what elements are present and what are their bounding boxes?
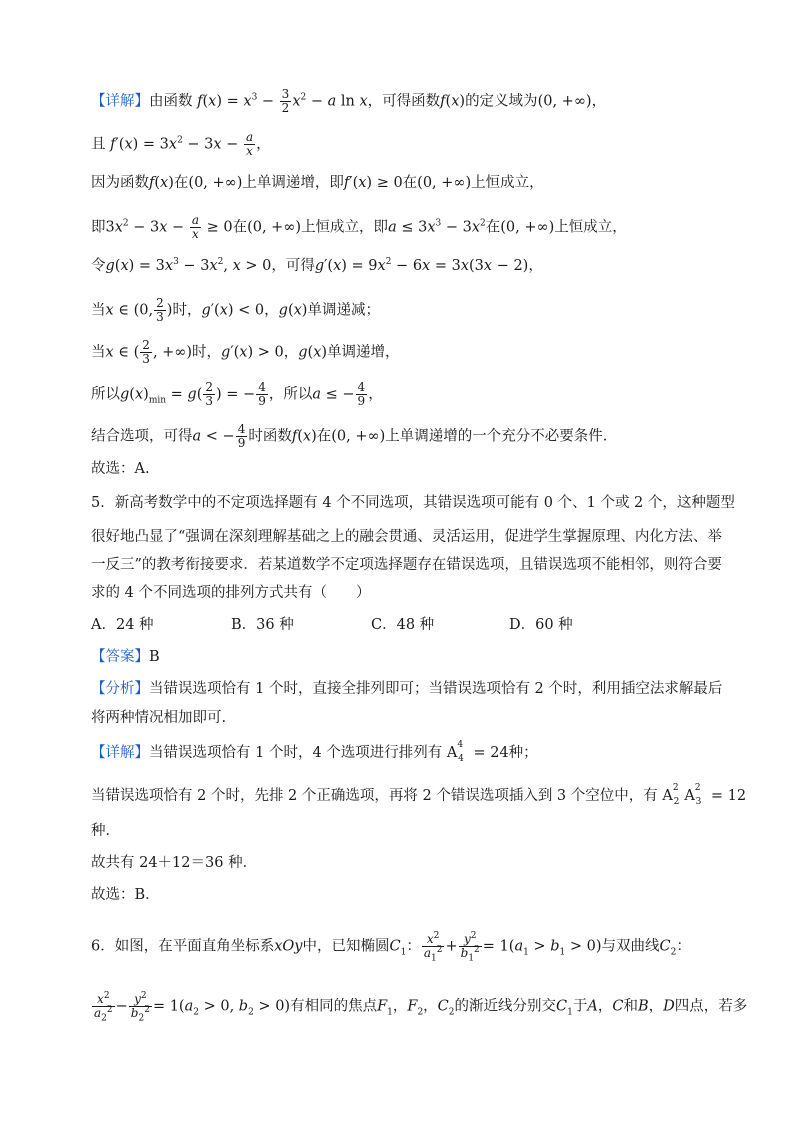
q5-stem-line-3: 一反三”的教考衔接要求．若某道数学不定项选择题存在错误选项，且错误选项不能相邻，则符合要 <box>91 557 722 573</box>
fraction: $\frac{4}{9}$ <box>357 380 366 408</box>
fraction: $\frac{y^2}{b_2^2}$ <box>130 991 150 1024</box>
fraction: $\frac{2}{3}$ <box>205 380 214 408</box>
fraction: $\frac{4}{9}$ <box>237 422 246 450</box>
q5-option-d: D．60 种 <box>509 617 573 633</box>
q5-option-b: B．36 种 <box>231 617 294 633</box>
q5-analysis-line-1: 【分析】当错误选项恰有 1 个时，直接全排列即可；当错误选项恰有 2 个时，利用插空法求解最后 <box>91 681 723 697</box>
detail-tag: 【详解】 <box>91 745 149 761</box>
fraction: $\frac{y^2}{b_1^2}$ <box>460 931 480 964</box>
analysis-tag: 【分析】 <box>91 681 149 697</box>
fraction: $\frac{a}{x}$ <box>245 130 254 158</box>
fraction: $\frac{a}{x}$ <box>191 213 199 241</box>
q5-stem-line-2: 很好地凸显了“强调在深刻理解基础之上的融会贯通、灵活运用，促进学生掌握原理、内化方法、举 <box>91 529 722 545</box>
q4-choice: 故选：A. <box>91 461 150 477</box>
fraction: $\frac{4}{9}$ <box>258 380 266 408</box>
q5-answer: 【答案】B <box>91 649 160 665</box>
q6-stem-line-2: $\frac{x^2}{a_2^2}$ − $\frac{y^2}{b_2^2}$ = $1(a_2 > 0$, $b_2 > 0$)有相同的焦点$F_1$，$F_2$，$C_2$的渐近线分别交$C_1$于A，C和B，D四点，若多 <box>94 991 748 1024</box>
q4-detail-line-3: 因为函数f(x)在(0, +∞)上单调递增，即f′(x) ≥ 0在(0, +∞)上恒成立， <box>91 175 544 191</box>
q5-option-a: A．24 种 <box>91 617 154 633</box>
answer-tag: 【答案】 <box>91 649 149 665</box>
q4-detail-line-2: 且 $f'(x) = 3x^2 - 3x$ − $\frac{a}{x}$ ， <box>91 130 271 158</box>
q4-detail-line-5: 令$g(x) = 3x^3 - 3x^2$, x > 0，可得$g'(x) = 9x^2 - 6x = 3x(3x - 2)$， <box>91 257 543 274</box>
q5-total: 故共有 24＋12＝36 种． <box>91 855 258 871</box>
q4-detail-line-7: 当x ∈ ( $\frac{2}{3}$ , +∞)时，g′(x) > 0，g(x)单调递增， <box>91 338 400 366</box>
fraction: $\frac{3}{2}$ <box>281 87 290 115</box>
q5-detail-line-3: 种． <box>91 823 120 839</box>
fraction: $\frac{x^2}{a_2^2}$ <box>94 991 113 1024</box>
q5-option-c: C．48 种 <box>371 617 435 633</box>
q5-detail-line-1: 【详解】当错误选项恰有 1 个时，4 个选项进行排列有 $A^4_4 = 24$种； <box>91 740 538 764</box>
q5-choice: 故选：B． <box>91 887 160 903</box>
q6-stem-line-1: 6．如图，在平面直角坐标系xOy中，已知椭圆$C_1$： $\frac{x^2}{a_1^2}$ + $\frac{y^2}{b_1^2}$ = $1(a_1 > b_1 > 0)$与双曲线$C_2$： <box>91 931 691 964</box>
q5-detail-line-2: 当错误选项恰有 2 个时，先排 2 个正确选项，再将 2 个错误选项插入到 3 个空位中，有 $A^2_2$ $A^2_3 = 12$ <box>91 783 747 807</box>
q4-detail-line-1: 【详解】由函数 $f(x) = x^3$ − $\frac{3}{2}$ $x^2 - a$ ln x，可得函数f(x)的定义域为(0, +∞)， <box>91 87 607 115</box>
q4-detail-line-9: 结合选项，可得a < − $\frac{4}{9}$ 时函数f(x)在(0, +∞)上单调递增的一个充分不必要条件. <box>91 422 608 450</box>
q4-detail-line-8: 所以$g(x)_{min} = g$( $\frac{2}{3}$ ) = − $\frac{4}{9}$ ，所以a ≤ − $\frac{4}{9}$ ， <box>91 380 383 408</box>
fraction: $\frac{2}{3}$ <box>156 296 164 324</box>
q4-detail-line-6: 当x ∈ (0, $\frac{2}{3}$ )时，g′(x) < 0，g(x)单调递减； <box>91 296 380 324</box>
fraction: $\frac{x^2}{a_1^2}$ <box>423 931 443 964</box>
fraction: $\frac{2}{3}$ <box>142 338 150 366</box>
q5-stem-line-4: 求的 4 个不同选项的排列方式共有（ ） <box>91 585 371 601</box>
q4-detail-line-4: 即$3x^2 - 3x$ − $\frac{a}{x}$ ≥ 0在(0, +∞)上恒成立，即$a \le 3x^3 - 3x^2$在(0, +∞)上恒成立， <box>91 213 627 241</box>
detail-tag: 【详解】 <box>91 93 149 110</box>
q5-analysis-line-2: 将两种情况相加即可. <box>91 710 227 726</box>
q5-stem-line-1: 5．新高考数学中的不定项选择题有 4 个不同选项，其错误选项可能有 0 个、1 个或 2 个，这种题型 <box>91 495 735 511</box>
